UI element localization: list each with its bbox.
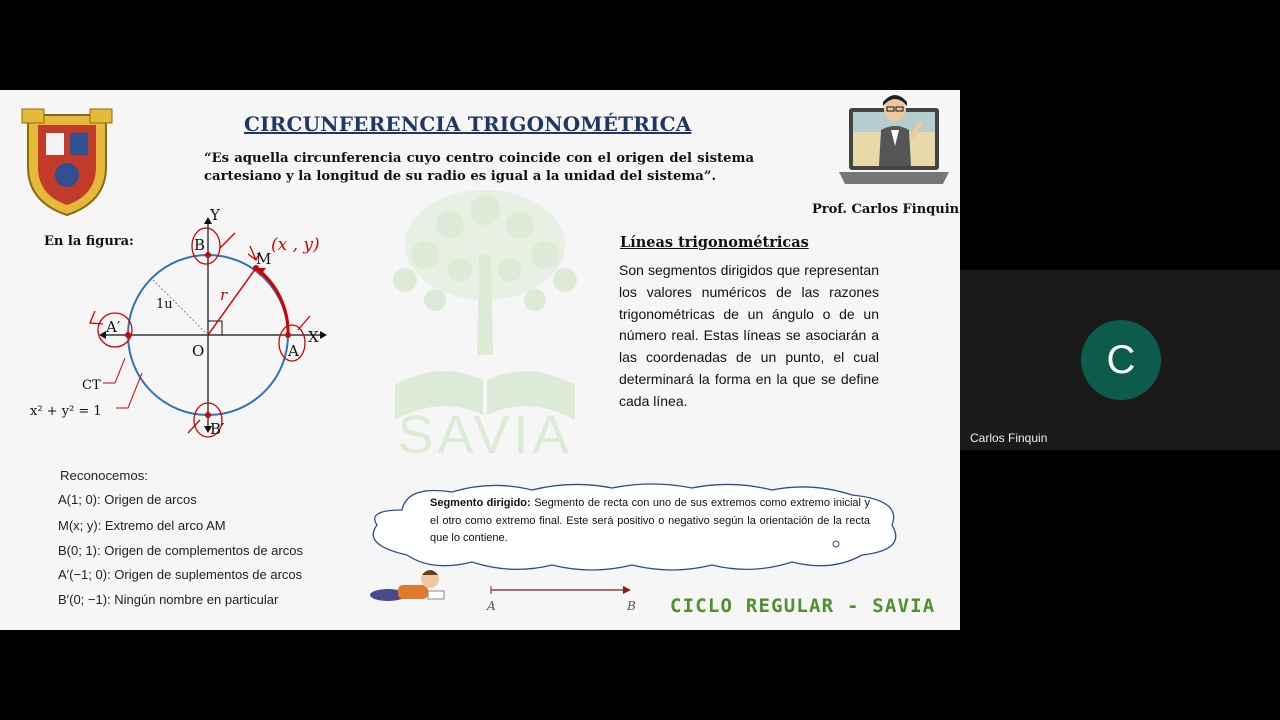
recognize-item: B(0; 1): Origen de complementos de arcos: [58, 543, 303, 558]
recognize-item: A(1; 0): Origen de arcos: [58, 492, 197, 507]
unit-circle-diagram: [20, 208, 350, 448]
reading-boy-illustration: [368, 565, 448, 605]
handwritten-coordinates: (x , y): [271, 235, 320, 255]
slide-title: CIRCUNFERENCIA TRIGONOMÉTRICA: [244, 112, 692, 136]
figure-label: En la figura:: [44, 234, 134, 249]
reconocemos-title: Reconocemos:: [60, 468, 148, 483]
unit-label: 1u: [156, 297, 173, 312]
savia-watermark: [375, 185, 595, 460]
point-a-prime-label: A′: [106, 318, 121, 336]
point-m-label: M: [256, 250, 272, 268]
savia-watermark-text: SAVIA: [397, 405, 573, 460]
radius-label: r: [220, 286, 228, 304]
recognize-item: M(x; y): Extremo del arco AM: [58, 518, 226, 533]
laptop-teacher-icon: [835, 92, 953, 192]
participant-avatar: C: [1081, 320, 1161, 400]
participant-tile[interactable]: [960, 270, 1280, 450]
origin-label: O: [192, 342, 205, 360]
x-axis-label: X: [308, 328, 319, 346]
participant-name: Carlos Finquin: [970, 431, 1048, 445]
ct-label: CT: [82, 378, 101, 393]
point-b-prime-label: B′: [210, 420, 225, 438]
recognize-item: B′(0; −1): Ningún nombre en particular: [58, 592, 279, 607]
point-b-label: B: [194, 236, 206, 254]
university-seal-logo: [20, 107, 114, 217]
footer-brand: CICLO REGULAR - SAVIA: [670, 595, 936, 617]
lineas-body: Son segmentos dirigidos que representan los valores numéricos de las razones trigonométricas de un ángulo o de un número real. Estas líneas se asociarán a las coordenadas de un punto, el cual determinará la forma en la que se define cada línea.: [619, 262, 879, 409]
lineas-title: Líneas trigonométricas: [620, 234, 809, 251]
segmento-term: Segmento dirigido:: [430, 497, 531, 509]
professor-name: Prof. Carlos Finquin: [812, 202, 960, 217]
presentation-slide: [0, 90, 960, 630]
point-a-label: A: [288, 342, 299, 360]
segment-end-label: B: [627, 599, 636, 613]
circle-equation: x² + y² = 1: [30, 404, 102, 419]
segmento-text: Segmento de recta con uno de sus extremos como extremo inicial y el otro como extremo final. Este será positivo o negativo según la orientación de la recta que lo contiene.: [430, 497, 870, 544]
segmento-definition: [430, 495, 870, 548]
y-axis-label: Y: [210, 208, 220, 224]
recognize-item: A′(−1; 0): Origen de suplementos de arcos: [58, 567, 303, 582]
directed-segment-arrow: [485, 582, 645, 616]
definition-quote: “Es aquella circunferencia cuyo centro coincide con el origen del sistema cartesiano y la longitud de su radio es igual a la unidad del sistema”.: [204, 151, 754, 184]
segment-start-label: A: [487, 599, 496, 613]
